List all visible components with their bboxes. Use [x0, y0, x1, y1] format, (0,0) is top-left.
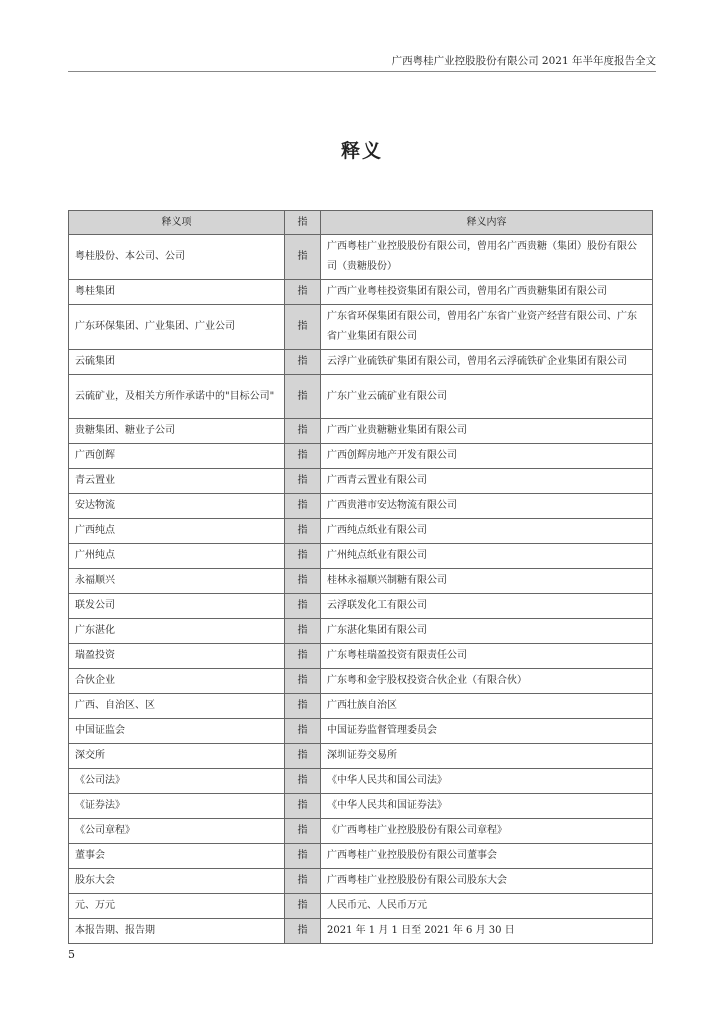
table-row [69, 594, 653, 619]
row-term: 本报告期、报告期 [69, 919, 285, 944]
header-refer: 指 [285, 211, 321, 235]
row-term: 元、万元 [69, 894, 285, 919]
row-refer: 指 [285, 819, 321, 844]
row-term: 董事会 [69, 844, 285, 869]
row-refer: 指 [285, 235, 321, 280]
row-definition: 广西粤桂广业控股股份有限公司股东大会 [321, 869, 653, 894]
row-definition: 《中华人民共和国证券法》 [321, 794, 653, 819]
row-refer: 指 [285, 669, 321, 694]
table-row [69, 280, 653, 305]
report-header-title: 广西粤桂广业控股股份有限公司 2021 年半年度报告全文 [391, 55, 656, 67]
row-refer: 指 [285, 544, 321, 569]
table-row [69, 669, 653, 694]
row-term: 广东环保集团、广业集团、广业公司 [69, 305, 285, 350]
row-term: 粤桂集团 [69, 280, 285, 305]
row-refer: 指 [285, 919, 321, 944]
table-row [69, 419, 653, 444]
row-refer: 指 [285, 594, 321, 619]
row-definition: 人民币元、人民币万元 [321, 894, 653, 919]
row-term: 股东大会 [69, 869, 285, 894]
row-refer: 指 [285, 744, 321, 769]
definitions-table [68, 210, 653, 944]
table-row [69, 919, 653, 944]
row-term: 广西创辉 [69, 444, 285, 469]
row-term: 广州纯点 [69, 544, 285, 569]
row-term: 青云置业 [69, 469, 285, 494]
row-refer: 指 [285, 469, 321, 494]
table-row [69, 769, 653, 794]
row-definition: 广东粤和金宇股权投资合伙企业（有限合伙） [321, 669, 653, 694]
row-refer: 指 [285, 305, 321, 350]
table-row [69, 494, 653, 519]
table-row [69, 869, 653, 894]
row-definition: 广东省环保集团有限公司，曾用名广东省广业资产经营有限公司、广东省广业集团有限公司 [321, 305, 653, 350]
row-refer: 指 [285, 894, 321, 919]
row-definition: 广西纯点纸业有限公司 [321, 519, 653, 544]
row-term: 贵糖集团、糖业子公司 [69, 419, 285, 444]
row-refer: 指 [285, 719, 321, 744]
row-refer: 指 [285, 869, 321, 894]
table-row [69, 569, 653, 594]
row-refer: 指 [285, 350, 321, 375]
page-title: 释义 [340, 140, 383, 162]
row-term: 广东湛化 [69, 619, 285, 644]
row-term: 广西、自治区、区 [69, 694, 285, 719]
table-row [69, 350, 653, 375]
page-number: 5 [68, 948, 75, 961]
row-definition: 2021 年 1 月 1 日至 2021 年 6 月 30 日 [321, 919, 653, 944]
row-term: 永福顺兴 [69, 569, 285, 594]
table-row [69, 894, 653, 919]
row-refer: 指 [285, 280, 321, 305]
header-definition: 释义内容 [321, 211, 653, 235]
row-definition: 广西创辉房地产开发有限公司 [321, 444, 653, 469]
row-term: 瑞盈投资 [69, 644, 285, 669]
row-definition: 广西青云置业有限公司 [321, 469, 653, 494]
row-definition: 广西粤桂广业控股股份有限公司，曾用名广西贵糖（集团）股份有限公司（贵糖股份） [321, 235, 653, 280]
row-definition: 《中华人民共和国公司法》 [321, 769, 653, 794]
row-definition: 中国证券监督管理委员会 [321, 719, 653, 744]
table-row [69, 235, 653, 280]
table-row [69, 305, 653, 350]
row-term: 云硫集团 [69, 350, 285, 375]
row-refer: 指 [285, 694, 321, 719]
row-refer: 指 [285, 844, 321, 869]
row-definition: 桂林永福顺兴制糖有限公司 [321, 569, 653, 594]
row-term: 《公司章程》 [69, 819, 285, 844]
table-header-row [69, 211, 653, 235]
table-row [69, 794, 653, 819]
table-row [69, 444, 653, 469]
table-row [69, 619, 653, 644]
row-definition: 云浮广业硫铁矿集团有限公司，曾用名云浮硫铁矿企业集团有限公司 [321, 350, 653, 375]
row-refer: 指 [285, 494, 321, 519]
row-term: 合伙企业 [69, 669, 285, 694]
row-term: 《证券法》 [69, 794, 285, 819]
row-refer: 指 [285, 519, 321, 544]
row-refer: 指 [285, 375, 321, 419]
table-row [69, 644, 653, 669]
row-term: 联发公司 [69, 594, 285, 619]
header-divider [68, 71, 656, 72]
row-definition: 广州纯点纸业有限公司 [321, 544, 653, 569]
row-refer: 指 [285, 619, 321, 644]
row-definition: 广西粤桂广业控股股份有限公司董事会 [321, 844, 653, 869]
row-refer: 指 [285, 769, 321, 794]
row-term: 中国证监会 [69, 719, 285, 744]
row-term: 深交所 [69, 744, 285, 769]
row-definition: 云浮联发化工有限公司 [321, 594, 653, 619]
row-refer: 指 [285, 644, 321, 669]
table-row [69, 519, 653, 544]
row-term: 广西纯点 [69, 519, 285, 544]
table-row [69, 719, 653, 744]
row-definition: 广东湛化集团有限公司 [321, 619, 653, 644]
row-definition: 广东粤桂瑞盈投资有限责任公司 [321, 644, 653, 669]
header-term: 释义项 [69, 211, 285, 235]
table-row [69, 694, 653, 719]
row-definition: 深圳证券交易所 [321, 744, 653, 769]
row-term: 安达物流 [69, 494, 285, 519]
row-refer: 指 [285, 569, 321, 594]
table-row [69, 375, 653, 419]
table-row [69, 844, 653, 869]
table-row [69, 469, 653, 494]
row-refer: 指 [285, 794, 321, 819]
row-definition: 广西广业粤桂投资集团有限公司，曾用名广西贵糖集团有限公司 [321, 280, 653, 305]
row-definition: 广东广业云硫矿业有限公司 [321, 375, 653, 419]
row-definition: 《广西粤桂广业控股股份有限公司章程》 [321, 819, 653, 844]
table-row [69, 544, 653, 569]
table-row [69, 819, 653, 844]
table-row [69, 744, 653, 769]
row-term: 云硫矿业，及相关方所作承诺中的"目标公司" [69, 375, 285, 419]
row-refer: 指 [285, 444, 321, 469]
row-definition: 广西贵港市安达物流有限公司 [321, 494, 653, 519]
row-refer: 指 [285, 419, 321, 444]
row-definition: 广西广业贵糖糖业集团有限公司 [321, 419, 653, 444]
row-term: 《公司法》 [69, 769, 285, 794]
row-term: 粤桂股份、本公司、公司 [69, 235, 285, 280]
row-definition: 广西壮族自治区 [321, 694, 653, 719]
